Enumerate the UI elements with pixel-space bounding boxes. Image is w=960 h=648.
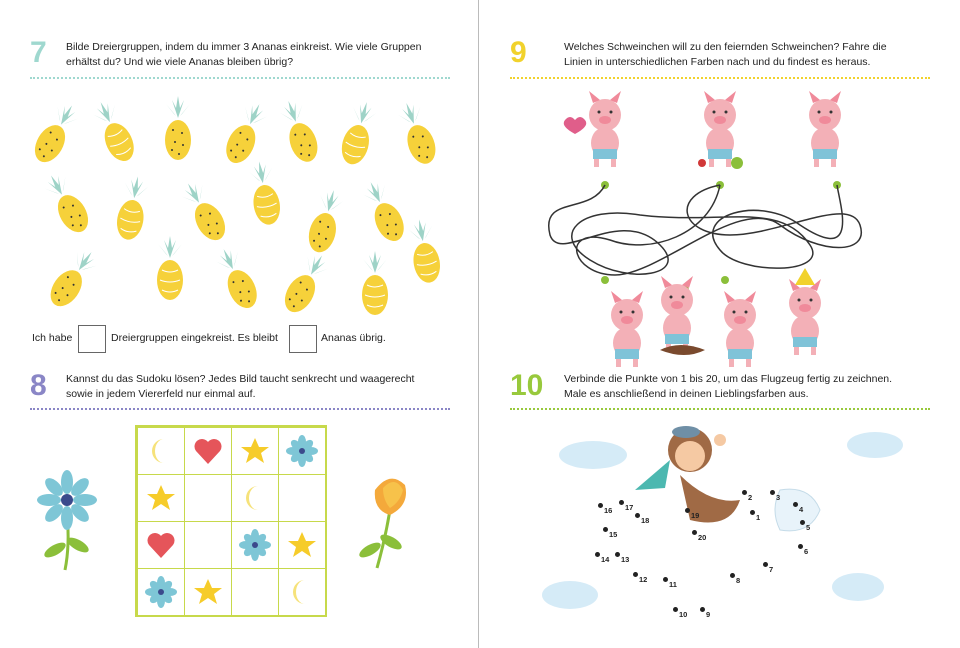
exercise-9-line1: Welches Schweinchen will zu den feiernden Schweinchen? Fahre die — [564, 41, 887, 53]
dot-label: 9 — [706, 610, 711, 619]
dot-7[interactable] — [763, 562, 768, 567]
pineapple-illustration — [0, 85, 478, 315]
exercise-7-line1: Bilde Dreiergruppen, indem du immer 3 Ananas einkreist. Wie viele Gruppen — [66, 41, 422, 53]
exercise-7-text — [66, 40, 421, 70]
dot-label: 18 — [641, 516, 650, 525]
dot-19[interactable] — [685, 508, 690, 513]
divider — [30, 77, 450, 79]
flower-icon — [239, 529, 271, 561]
exercise-10-line2: Male es anschließend in deinen Lieblingsfarben aus. — [564, 388, 809, 400]
heart-icon — [193, 437, 223, 465]
dot-label: 5 — [806, 523, 811, 532]
dot-4[interactable] — [793, 502, 798, 507]
sudoku-cell-star — [278, 521, 326, 569]
divider — [510, 408, 930, 410]
dot-18[interactable] — [635, 513, 640, 518]
pig-maze-illustration — [480, 85, 960, 370]
sudoku-cell-empty[interactable] — [278, 474, 326, 522]
dot-label: 2 — [748, 493, 753, 502]
dot-5[interactable] — [800, 520, 805, 525]
dot-15[interactable] — [603, 527, 608, 532]
answer-box-groups[interactable] — [78, 325, 106, 353]
dot-label: 11 — [669, 580, 677, 589]
answer-label-3: Ananas übrig. — [321, 332, 386, 344]
dot-1[interactable] — [750, 510, 755, 515]
dot-20[interactable] — [692, 530, 697, 535]
flower-icon — [145, 576, 177, 608]
exercise-9-line2: Linien in unterschiedlichen Farben nach und du findest es heraus. — [564, 56, 871, 68]
dot-label: 12 — [639, 575, 648, 584]
sudoku-cell-empty[interactable] — [184, 521, 232, 569]
sudoku-cell-moon — [231, 474, 279, 522]
dot-11[interactable] — [663, 577, 668, 582]
sudoku-cell-heart — [184, 427, 232, 475]
answer-box-remaining[interactable] — [289, 325, 317, 353]
answer-label-1: Ich habe — [32, 332, 73, 344]
heart-icon — [146, 531, 176, 559]
exercise-10-text — [564, 372, 892, 402]
dot-label: 16 — [604, 506, 613, 515]
dot-label: 17 — [625, 503, 634, 512]
divider — [510, 77, 930, 79]
dot-label: 13 — [621, 555, 630, 564]
dot-label: 14 — [601, 555, 610, 564]
dot-label: 6 — [804, 547, 809, 556]
moon-icon — [287, 577, 317, 607]
dot-2[interactable] — [742, 490, 747, 495]
dot-label: 20 — [698, 533, 707, 542]
dot-17[interactable] — [619, 500, 624, 505]
dot-13[interactable] — [615, 552, 620, 557]
sudoku-cell-moon — [278, 568, 326, 616]
dot-label: 19 — [691, 511, 700, 520]
star-icon — [146, 483, 176, 513]
sudoku-cell-flower — [231, 521, 279, 569]
dot-3[interactable] — [770, 490, 775, 495]
sudoku-cell-star — [137, 474, 185, 522]
sudoku-cell-heart — [137, 521, 185, 569]
sudoku-grid — [135, 425, 327, 617]
sudoku-cell-flower — [137, 568, 185, 616]
dot-14[interactable] — [595, 552, 600, 557]
dot-label: 15 — [609, 530, 618, 539]
dot-label: 3 — [776, 493, 781, 502]
exercise-7-number: 7 — [30, 36, 47, 69]
star-icon — [193, 577, 223, 607]
sudoku-cell-empty[interactable] — [184, 474, 232, 522]
left-page — [0, 0, 479, 648]
dot-label: 1 — [756, 513, 761, 522]
dot-label: 8 — [736, 576, 741, 585]
dot-8[interactable] — [730, 573, 735, 578]
moon-icon — [240, 483, 270, 513]
star-icon — [240, 436, 270, 466]
exercise-8-line2: sowie in jedem Viererfeld nur einmal auf. — [66, 388, 256, 400]
pilot-illustration — [480, 415, 960, 645]
sudoku-cell-empty[interactable] — [231, 568, 279, 616]
exercise-7-line2: erhältst du? Und wie viele Ananas bleiben übrig? — [66, 56, 294, 68]
dot-label: 7 — [769, 565, 774, 574]
exercise-8-line1: Kannst du das Sudoku lösen? Jedes Bild taucht senkrecht und waagerecht — [66, 373, 415, 385]
exercise-10-line1: Verbinde die Punkte von 1 bis 20, um das Flugzeug fertig zu zeichnen. — [564, 373, 893, 385]
sudoku-cell-moon — [137, 427, 185, 475]
dot-6[interactable] — [798, 544, 803, 549]
dot-16[interactable] — [598, 503, 603, 508]
flower-decoration-left — [30, 470, 105, 575]
sudoku-cell-star — [184, 568, 232, 616]
sudoku-cell-star — [231, 427, 279, 475]
dot-12[interactable] — [633, 572, 638, 577]
right-page — [480, 0, 960, 648]
tulip-decoration-right — [355, 470, 425, 570]
dot-9[interactable] — [700, 607, 705, 612]
exercise-9-number: 9 — [510, 36, 527, 69]
dot-label: 10 — [679, 610, 688, 619]
sudoku-cell-flower — [278, 427, 326, 475]
exercise-8-number: 8 — [30, 369, 47, 402]
dot-10[interactable] — [673, 607, 678, 612]
exercise-8-text — [66, 372, 414, 402]
divider — [30, 408, 450, 410]
exercise-10-number: 10 — [510, 369, 544, 402]
flower-icon — [286, 435, 318, 467]
moon-icon — [146, 436, 176, 466]
answer-label-2: Dreiergruppen eingekreist. Es bleibt — [111, 332, 278, 344]
exercise-9-text — [564, 40, 887, 70]
dot-label: 4 — [799, 505, 804, 514]
star-icon — [287, 530, 317, 560]
